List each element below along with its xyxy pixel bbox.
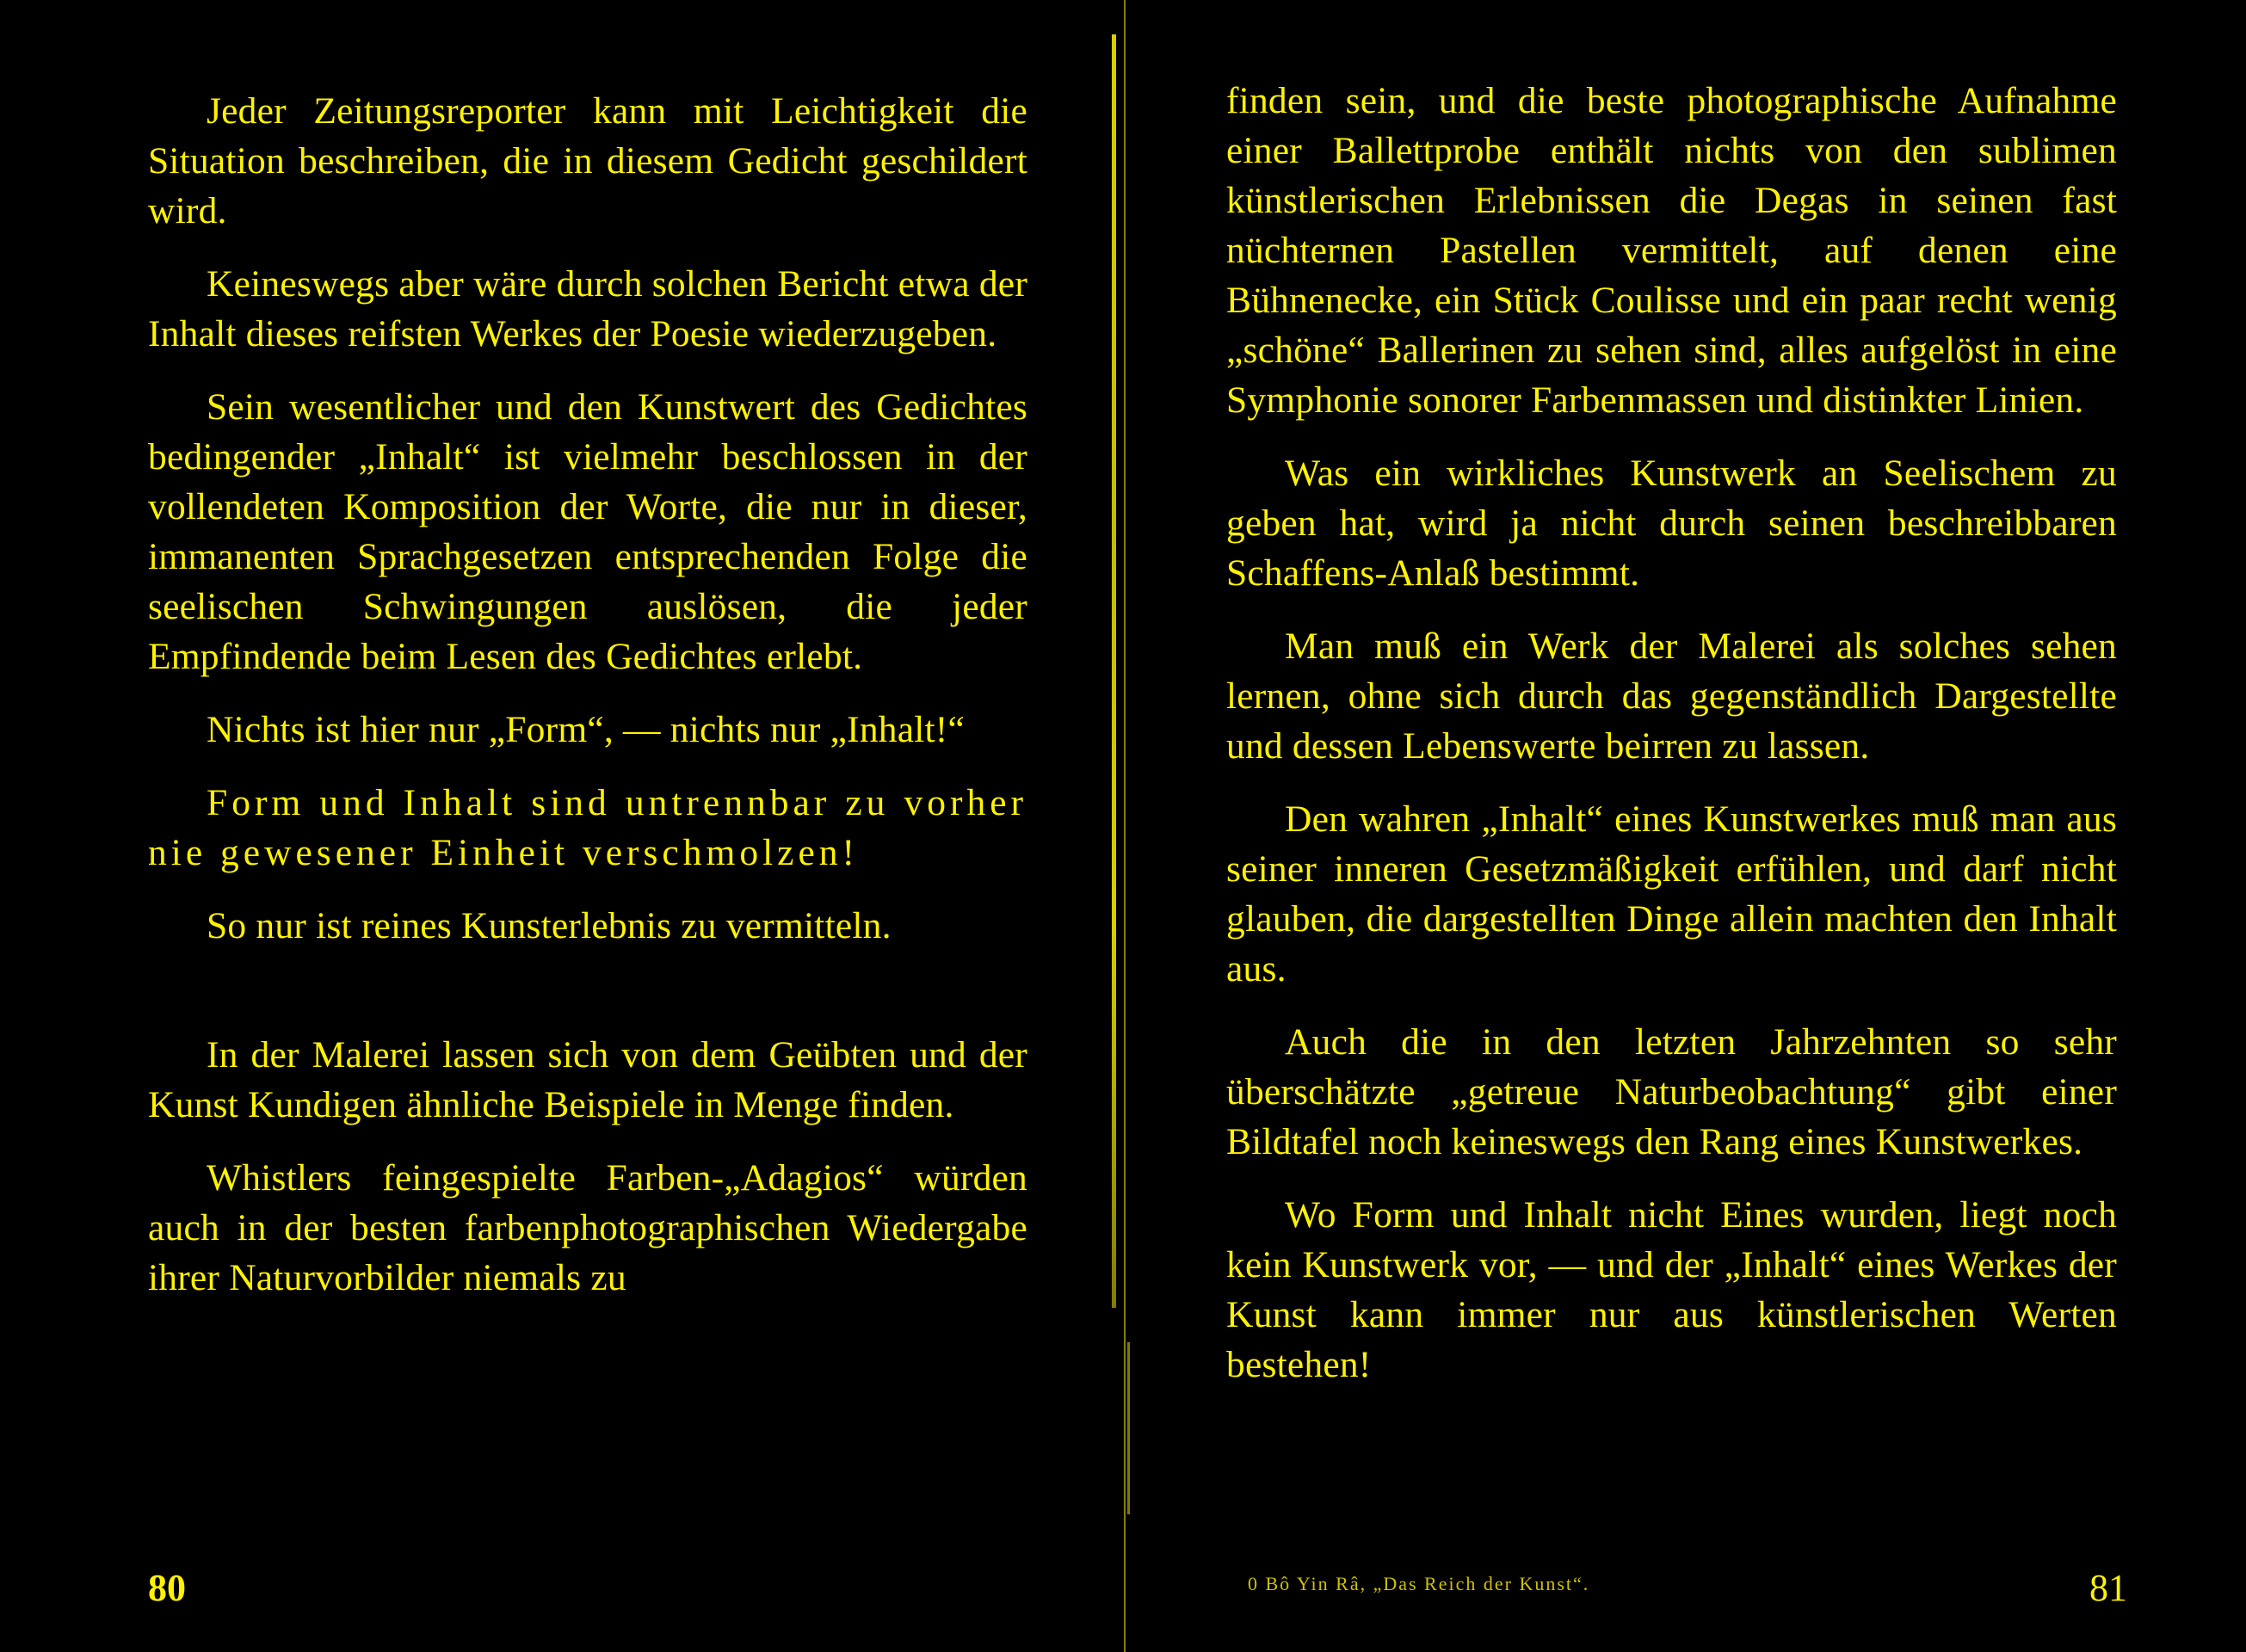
paragraph: Form und Inhalt sind untrennbar zu vorher nie gewesener Einheit verschmolzen! [148,782,1027,873]
paragraph: Auch die in den letzten Jahrzehnten so sehr überschätzte „getreue Naturbeobachtung“ gibt einer Bildtafel noch keineswegs den Rang eines Kunstwerkes. [1226,1021,2117,1162]
left-page [0,0,1110,1652]
footnote: 0 Bô Yin Râ, „Das Reich der Kunst“. [1248,1573,1590,1594]
paragraph: finden sein, und die beste photographische Aufnahme einer Ballettprobe enthält nichts von den sublimen künstlerischen Erlebnissen die Degas in seinen fast nüchternen Pastellen vermittelt, auf denen eine Bühnenecke, ein Stück Coulisse und ein paar recht wenig „schöne“ Ballerinen zu sehen sind, alles aufgelöst in eine Symphonie sonorer Farbenmassen und distinkter Linien. [1226,80,2117,421]
paragraph: Nichts ist hier nur „Form“, — nichts nur „Inhalt!“ [207,709,965,750]
paragraph: Man muß ein Werk der Malerei als solches sehen lernen, ohne sich durch das gegenständlich Dargestellte und dessen Lebenswerte beirren zu lassen. [1226,626,2117,767]
page-number: 80 [148,1567,186,1609]
paragraph: Wo Form und Inhalt nicht Eines wurden, liegt noch kein Kunstwerk vor, — und der „Inhalt“ eines Werkes der Kunst kann immer nur aus künstlerischen Werten bestehen! [1226,1194,2117,1385]
gutter-line [1124,0,1126,1652]
paragraph: Was ein wirkliches Kunstwerk an Seelischem zu geben hat, wird ja nicht durch seinen beschreibbaren Schaffens-Anlaß bestimmt. [1226,453,2117,594]
right-page [1127,0,2246,1652]
paragraph: So nur ist reines Kunsterlebnis zu vermitteln. [207,905,892,946]
paragraph: Whistlers feingespielte Farben-„Adagios“ würden auch in der besten farbenphotographischen Wiedergabe ihrer Naturvorbilder niemals zu [148,1157,1027,1298]
paragraph: Jeder Zeitungsreporter kann mit Leichtigkeit die Situation beschreiben, die in diesem Gedicht geschildert wird. [148,90,1027,231]
paragraph: Sein wesentlicher und den Kunstwert des Gedichtes bedingender „Inhalt“ ist vielmehr beschlossen in der vollendeten Komposition der Worte, die nur in dieser, immanenten Sprachgesetzen entsprechenden Folge die seelischen Schwingungen auslösen, die jeder Empfindende beim Lesen des Gedichtes erlebt. [148,386,1027,677]
paragraph: Keineswegs aber wäre durch solchen Bericht etwa der Inhalt dieses reifsten Werkes der Poesie wiederzugeben. [148,263,1027,354]
right-page-text [1226,76,2117,1413]
paragraph: Den wahren „Inhalt“ eines Kunstwerkes muß man aus seiner inneren Gesetzmäßigkeit erfühlen, und darf nicht glauben, die dargestellten Dinge allein machten den Inhalt aus. [1226,798,2117,989]
gutter-crease [1112,34,1116,1308]
paragraph-section-start: In der Malerei lassen sich von dem Geübten und der Kunst Kundigen ähnliche Beispiele in Menge finden. [148,1034,1027,1125]
page-number: 81 [2089,1567,2127,1609]
left-page-text [148,86,1027,1326]
